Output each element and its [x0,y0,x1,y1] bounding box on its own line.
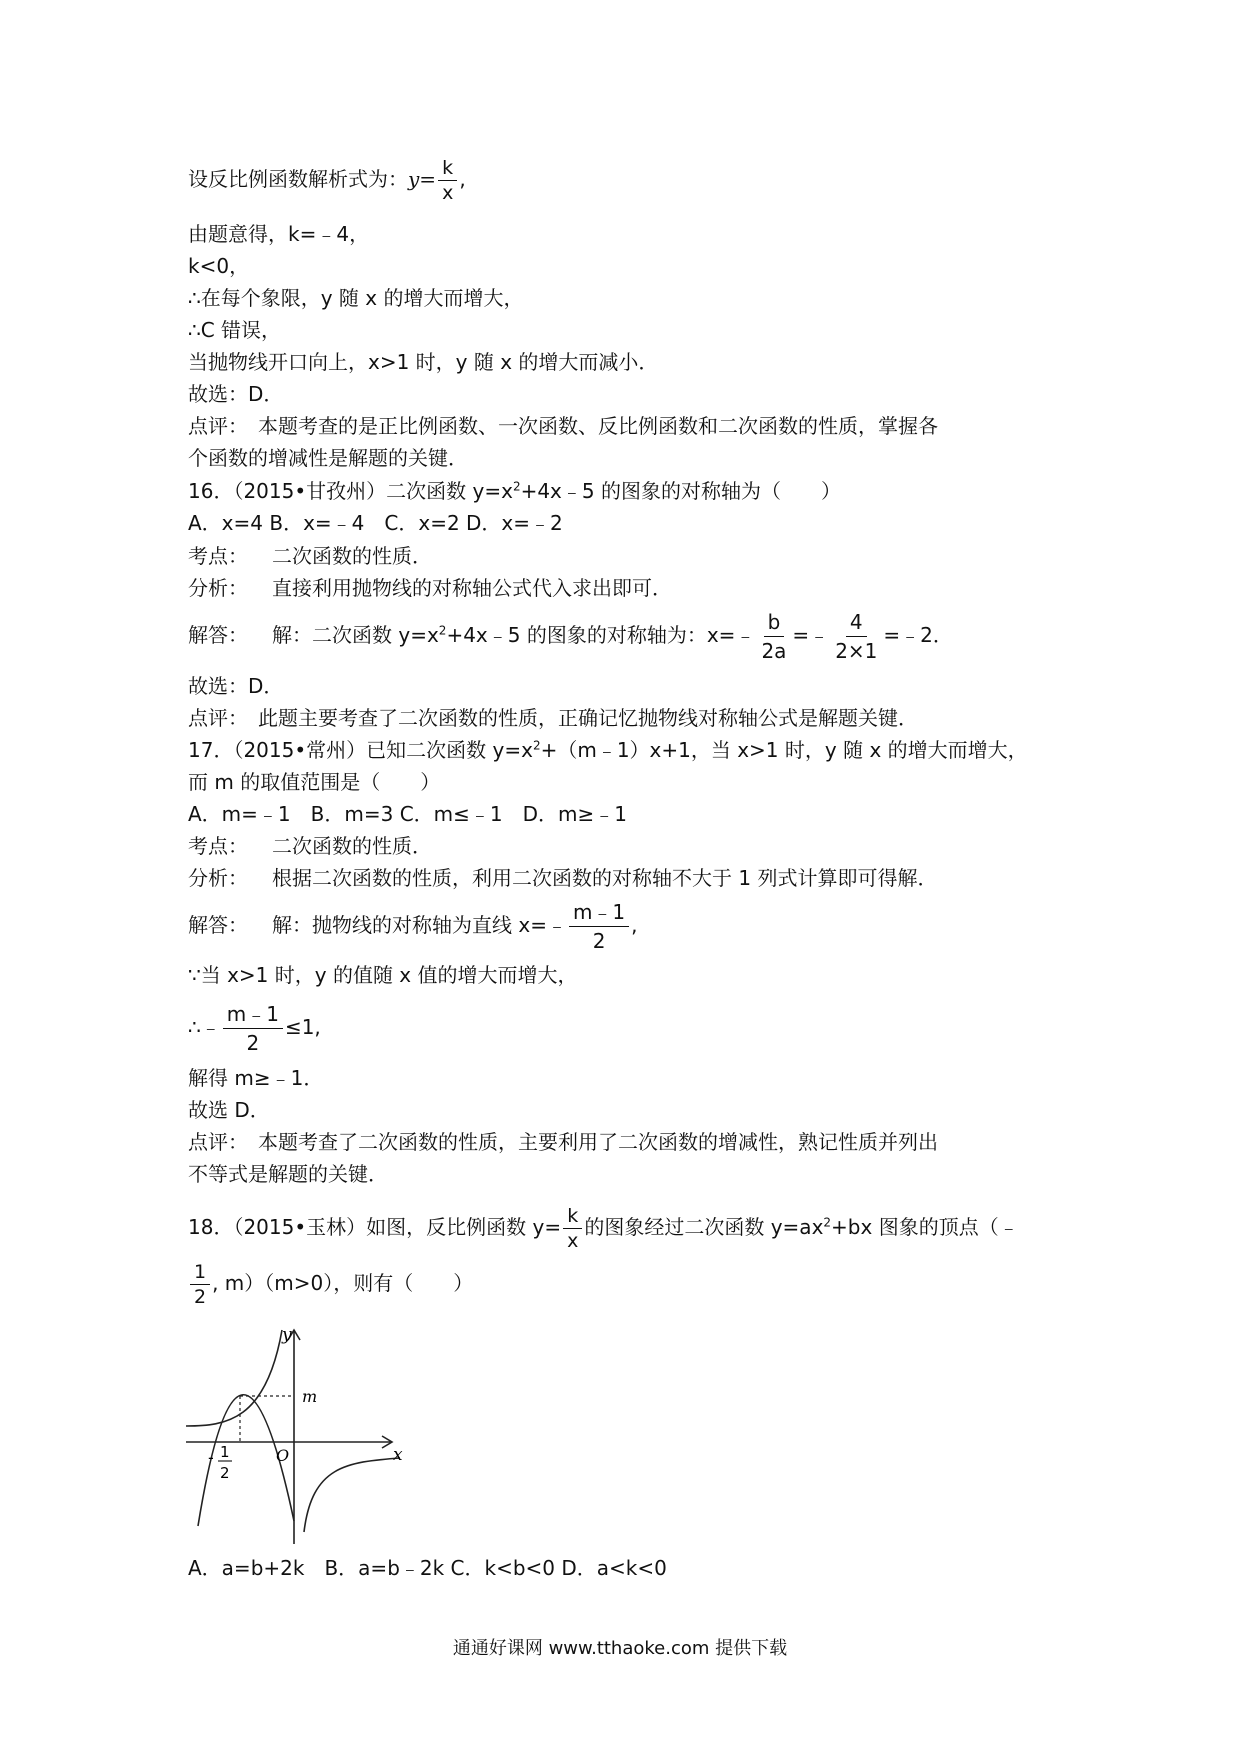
fraction [569,898,629,955]
text: 设反比例函数解析式为： [188,167,408,191]
fraction-denominator: 2×1 [835,639,878,663]
text-line [188,831,432,861]
fraction [563,1204,582,1253]
text-line [188,1000,321,1057]
text-line: 解得 m≥﹣1． [188,1066,324,1090]
text-line [188,573,672,603]
fraction-numerator: b [764,608,785,637]
text-line: k<0， [188,254,250,278]
text: +4x﹣5 的图象的对称轴为（ ） [520,479,841,503]
fraction-numerator: m﹣1 [223,1000,283,1029]
text-line: 当抛物线开口向上，x>1 时，y 随 x 的增大而减小． [188,350,659,374]
neg-half-minus: - [208,1448,214,1467]
text-line [188,156,466,205]
text: 解：二次函数 y=x [272,623,439,647]
fraction-numerator: m﹣1 [569,898,629,927]
text-line: ∵当 x>1 时，y 的值随 x 值的增大而增大， [188,963,578,987]
fraction-denominator: x [567,1230,579,1252]
question-18: 18．（2015•玉林）如图，反比例函数 y= $\frac{k}{x}$ 的图象经过二次函数 $y=ax^2+bx$ 图象的顶点（﹣ [188,1205,1019,1252]
text-line: 点评： 此题主要考查了二次函数的性质，正确记忆抛物线对称轴公式是解题关键． [188,706,918,730]
question-16-options: A．x=4 B．x=﹣4 C．x=2 D．x=﹣2 [188,511,563,535]
text-line: 点评： 本题考查的是正比例函数、一次函数、反比例函数和二次函数的性质，掌握各 [188,414,938,438]
text: , [631,913,638,937]
text: 根据二次函数的性质，利用二次函数的对称轴不大于 1 列式计算即可得解． [272,866,938,890]
text: 的图象经过二次函数 y=ax [584,1215,824,1239]
fraction-denominator: 2 [246,1031,260,1055]
text-line [188,863,937,893]
text: 二次函数的性质． [272,834,432,858]
hyperbola-branch-right [304,1458,400,1532]
label: 考点： [188,834,248,858]
fraction-denominator: 2 [592,929,606,953]
text-line: 不等式是解题的关键． [188,1162,388,1186]
m-label: m [302,1387,318,1406]
fraction [223,1000,283,1057]
text: +（m﹣1）x+1，当 x>1 时，y 随 x 的增大而增大， [540,738,1028,762]
text: y= [408,167,437,191]
text: =﹣ [792,623,830,647]
fraction [757,608,790,665]
fraction [831,608,881,665]
neg-half-numerator: 1 [220,1443,230,1461]
y-axis-label: y [282,1326,292,1345]
function-graph-figure [186,1326,406,1546]
fraction-denominator: x [442,182,454,204]
fraction-numerator: k [438,156,457,181]
text-line: ∴C 错误， [188,318,282,342]
text: +4x﹣5 的图象的对称轴为：x=﹣ [446,623,756,647]
label: 分析： [188,866,248,890]
hyperbola-branch-left [186,1330,282,1426]
question-17: 17．（2015•常州）已知二次函数 $y=x^2+(m﹣1)x+1$，当 x>1 时，y 随 x 的增大而增大， [188,738,1028,762]
text: =﹣2． [883,623,953,647]
text-line: 故选：D． [188,674,284,698]
fraction-denominator: 2 [194,1286,207,1308]
text: , m）（m>0），则有（ ） [212,1271,474,1295]
text-line [188,898,638,955]
neg-half-denominator: 2 [220,1464,230,1482]
origin-label: O [276,1446,290,1465]
label: 解答： [188,623,248,647]
footer-credit: 通通好课网 www.tthaoke.com 提供下载 [452,1638,788,1659]
text: 17．（2015•常州）已知二次函数 y=x [188,738,533,762]
text-line: 个函数的增减性是解题的关键． [188,446,468,470]
text-line: 故选 D． [188,1098,270,1122]
fraction-denominator: 2a [761,639,787,663]
text: 18．（2015•玉林）如图，反比例函数 y= [188,1215,562,1239]
text: , [459,167,466,191]
text-line: ∴在每个象限，y 随 x 的增大而增大， [188,286,524,310]
text: 16．（2015•甘孜州）二次函数 y=x [188,479,513,503]
fraction-numerator: 1 [190,1260,210,1285]
text-line: 点评： 本题考查了二次函数的性质，主要利用了二次函数的增减性，熟记性质并列出 [188,1130,938,1154]
question-18-options: A．a=b+2k B．a=b﹣2k C．k<b<0 D．a<k<0 [188,1556,667,1580]
text-line: 解答： 解：二次函数 $y=x^2+4x﹣5$ 的图象的对称轴为：x=﹣ $\frac{b}{2a}$ =﹣ $\frac{4}{2\times 1}$ =﹣2． [188,610,953,663]
text-line [188,1260,473,1309]
text: 解：抛物线的对称轴为直线 x=﹣ [272,913,567,937]
text: 二次函数的性质． [272,544,432,568]
text-line: 而 m 的取值范围是（ ） [188,770,441,794]
text-line: 由题意得，k=﹣4， [188,222,370,246]
label: 分析： [188,576,248,600]
x-axis-label: x [393,1445,403,1465]
question-17-options: A．m=﹣1 B．m=3 C．m≤﹣1 D．m≥﹣1 [188,802,627,826]
fraction-numerator: k [563,1204,582,1229]
text: 直接利用抛物线的对称轴公式代入求出即可． [272,576,672,600]
text: +bx 图象的顶点（﹣ [831,1215,1019,1239]
fraction [438,156,457,205]
label: 解答： [188,913,248,937]
text-line: 故选：D． [188,382,284,406]
fraction-numerator: 4 [846,608,867,637]
text: ≤1, [284,1015,321,1039]
label: 考点： [188,544,248,568]
question-16: 16．（2015•甘孜州）二次函数 $y=x^2+4x﹣5$ 的图象的对称轴为（ ） [188,479,841,503]
text-line [188,541,432,571]
fraction [190,1260,210,1309]
text: ∴﹣ [188,1015,221,1039]
